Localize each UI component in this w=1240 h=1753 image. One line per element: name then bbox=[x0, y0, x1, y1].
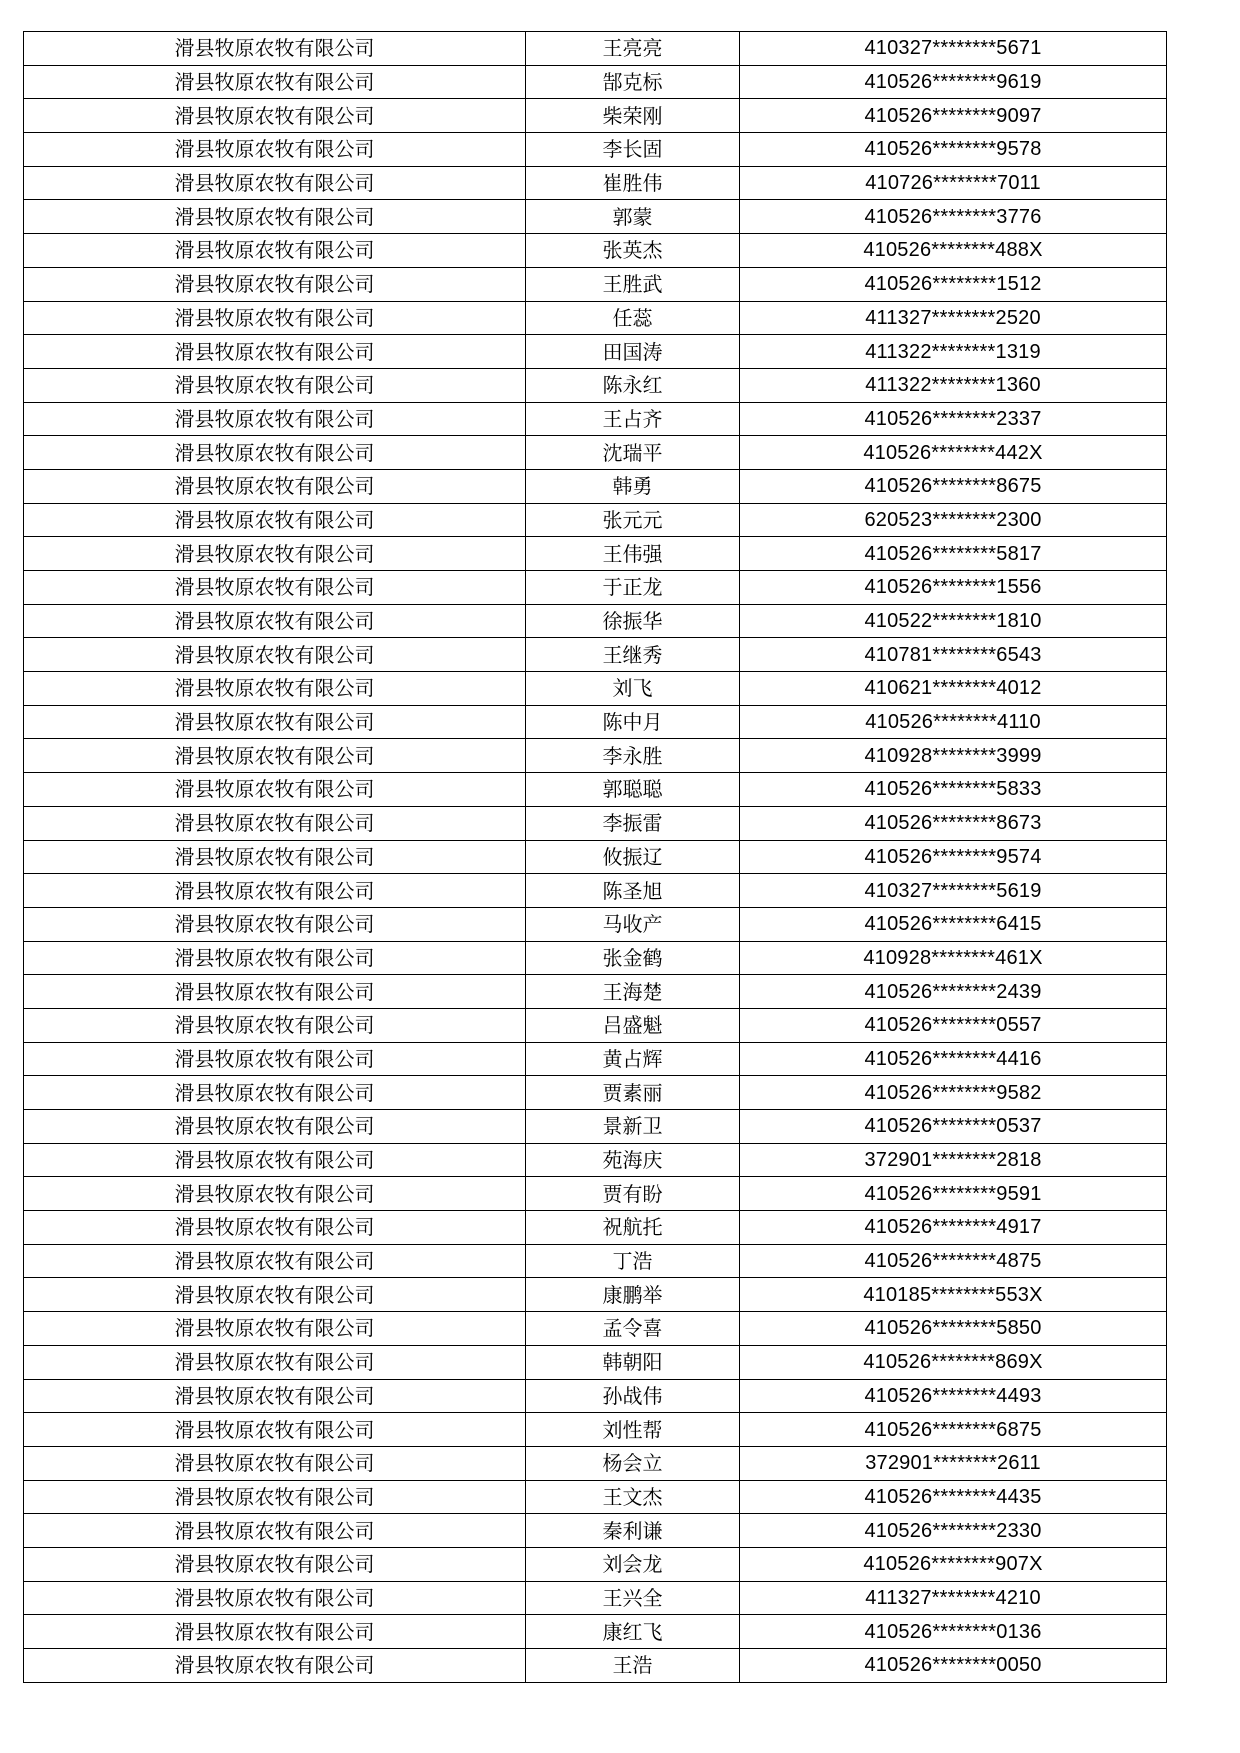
company-cell: 滑县牧原农牧有限公司 bbox=[24, 99, 526, 133]
name-cell: 刘性帮 bbox=[526, 1413, 740, 1447]
company-cell: 滑县牧原农牧有限公司 bbox=[24, 1615, 526, 1649]
name-cell: 景新卫 bbox=[526, 1110, 740, 1144]
company-cell: 滑县牧原农牧有限公司 bbox=[24, 32, 526, 66]
id-number-cell: 410526********9582 bbox=[740, 1076, 1167, 1110]
roster-table-body bbox=[24, 32, 1167, 1683]
company-cell: 滑县牧原农牧有限公司 bbox=[24, 672, 526, 706]
table-row bbox=[24, 503, 1167, 537]
name-cell: 马收产 bbox=[526, 907, 740, 941]
company-cell: 滑县牧原农牧有限公司 bbox=[24, 1143, 526, 1177]
id-number-cell: 410327********5619 bbox=[740, 874, 1167, 908]
company-cell: 滑县牧原农牧有限公司 bbox=[24, 1345, 526, 1379]
id-number-cell: 410526********5850 bbox=[740, 1312, 1167, 1346]
table-row bbox=[24, 1514, 1167, 1548]
table-row bbox=[24, 99, 1167, 133]
id-number-cell: 410327********5671 bbox=[740, 32, 1167, 66]
table-row bbox=[24, 941, 1167, 975]
company-cell: 滑县牧原农牧有限公司 bbox=[24, 335, 526, 369]
company-cell: 滑县牧原农牧有限公司 bbox=[24, 1211, 526, 1245]
company-cell: 滑县牧原农牧有限公司 bbox=[24, 234, 526, 268]
company-cell: 滑县牧原农牧有限公司 bbox=[24, 604, 526, 638]
company-cell: 滑县牧原农牧有限公司 bbox=[24, 1278, 526, 1312]
table-row bbox=[24, 571, 1167, 605]
name-cell: 沈瑞平 bbox=[526, 436, 740, 470]
table-row bbox=[24, 1278, 1167, 1312]
id-number-cell: 410526********4875 bbox=[740, 1244, 1167, 1278]
name-cell: 韩朝阳 bbox=[526, 1345, 740, 1379]
company-cell: 滑县牧原农牧有限公司 bbox=[24, 1042, 526, 1076]
name-cell: 王继秀 bbox=[526, 638, 740, 672]
company-cell: 滑县牧原农牧有限公司 bbox=[24, 1649, 526, 1683]
company-cell: 滑县牧原农牧有限公司 bbox=[24, 1312, 526, 1346]
id-number-cell: 410526********3776 bbox=[740, 200, 1167, 234]
name-cell: 陈永红 bbox=[526, 368, 740, 402]
id-number-cell: 410526********4493 bbox=[740, 1379, 1167, 1413]
company-cell: 滑县牧原农牧有限公司 bbox=[24, 1413, 526, 1447]
name-cell: 田国涛 bbox=[526, 335, 740, 369]
id-number-cell: 410526********1556 bbox=[740, 571, 1167, 605]
company-cell: 滑县牧原农牧有限公司 bbox=[24, 503, 526, 537]
name-cell: 陈中月 bbox=[526, 705, 740, 739]
id-number-cell: 410526********442X bbox=[740, 436, 1167, 470]
name-cell: 王文杰 bbox=[526, 1480, 740, 1514]
company-cell: 滑县牧原农牧有限公司 bbox=[24, 874, 526, 908]
company-cell: 滑县牧原农牧有限公司 bbox=[24, 840, 526, 874]
company-cell: 滑县牧原农牧有限公司 bbox=[24, 469, 526, 503]
table-row bbox=[24, 133, 1167, 167]
company-cell: 滑县牧原农牧有限公司 bbox=[24, 65, 526, 99]
table-row bbox=[24, 806, 1167, 840]
name-cell: 丁浩 bbox=[526, 1244, 740, 1278]
id-number-cell: 410726********7011 bbox=[740, 166, 1167, 200]
table-row bbox=[24, 1413, 1167, 1447]
company-cell: 滑县牧原农牧有限公司 bbox=[24, 200, 526, 234]
company-cell: 滑县牧原农牧有限公司 bbox=[24, 1581, 526, 1615]
table-row bbox=[24, 840, 1167, 874]
name-cell: 王亮亮 bbox=[526, 32, 740, 66]
name-cell: 康鹏举 bbox=[526, 1278, 740, 1312]
company-cell: 滑县牧原农牧有限公司 bbox=[24, 436, 526, 470]
id-number-cell: 410526********1512 bbox=[740, 267, 1167, 301]
name-cell: 张元元 bbox=[526, 503, 740, 537]
table-row bbox=[24, 1615, 1167, 1649]
company-cell: 滑县牧原农牧有限公司 bbox=[24, 402, 526, 436]
table-row bbox=[24, 1581, 1167, 1615]
id-number-cell: 410781********6543 bbox=[740, 638, 1167, 672]
id-number-cell: 410522********1810 bbox=[740, 604, 1167, 638]
company-cell: 滑县牧原农牧有限公司 bbox=[24, 1244, 526, 1278]
company-cell: 滑县牧原农牧有限公司 bbox=[24, 166, 526, 200]
id-number-cell: 411327********4210 bbox=[740, 1581, 1167, 1615]
id-number-cell: 410526********4416 bbox=[740, 1042, 1167, 1076]
table-row bbox=[24, 975, 1167, 1009]
company-cell: 滑县牧原农牧有限公司 bbox=[24, 1076, 526, 1110]
id-number-cell: 410526********0557 bbox=[740, 1008, 1167, 1042]
name-cell: 贾素丽 bbox=[526, 1076, 740, 1110]
table-row bbox=[24, 469, 1167, 503]
id-number-cell: 410526********9619 bbox=[740, 65, 1167, 99]
table-row bbox=[24, 907, 1167, 941]
name-cell: 柴荣刚 bbox=[526, 99, 740, 133]
name-cell: 黄占辉 bbox=[526, 1042, 740, 1076]
id-number-cell: 410526********4435 bbox=[740, 1480, 1167, 1514]
table-row bbox=[24, 1110, 1167, 1144]
name-cell: 崔胜伟 bbox=[526, 166, 740, 200]
table-row bbox=[24, 267, 1167, 301]
id-number-cell: 410526********9578 bbox=[740, 133, 1167, 167]
name-cell: 张金鹤 bbox=[526, 941, 740, 975]
table-row bbox=[24, 65, 1167, 99]
roster-table bbox=[23, 31, 1167, 1683]
name-cell: 王胜武 bbox=[526, 267, 740, 301]
id-number-cell: 410526********0050 bbox=[740, 1649, 1167, 1683]
company-cell: 滑县牧原农牧有限公司 bbox=[24, 571, 526, 605]
company-cell: 滑县牧原农牧有限公司 bbox=[24, 1480, 526, 1514]
id-number-cell: 411327********2520 bbox=[740, 301, 1167, 335]
id-number-cell: 410928********461X bbox=[740, 941, 1167, 975]
id-number-cell: 410526********488X bbox=[740, 234, 1167, 268]
company-cell: 滑县牧原农牧有限公司 bbox=[24, 133, 526, 167]
name-cell: 李振雷 bbox=[526, 806, 740, 840]
table-row bbox=[24, 1379, 1167, 1413]
id-number-cell: 410621********4012 bbox=[740, 672, 1167, 706]
id-number-cell: 410526********9097 bbox=[740, 99, 1167, 133]
id-number-cell: 410526********4917 bbox=[740, 1211, 1167, 1245]
company-cell: 滑县牧原农牧有限公司 bbox=[24, 267, 526, 301]
id-number-cell: 411322********1360 bbox=[740, 368, 1167, 402]
company-cell: 滑县牧原农牧有限公司 bbox=[24, 638, 526, 672]
company-cell: 滑县牧原农牧有限公司 bbox=[24, 1547, 526, 1581]
name-cell: 攸振辽 bbox=[526, 840, 740, 874]
name-cell: 韩勇 bbox=[526, 469, 740, 503]
name-cell: 孟令喜 bbox=[526, 1312, 740, 1346]
name-cell: 李长固 bbox=[526, 133, 740, 167]
table-row bbox=[24, 200, 1167, 234]
id-number-cell: 410526********2330 bbox=[740, 1514, 1167, 1548]
company-cell: 滑县牧原农牧有限公司 bbox=[24, 537, 526, 571]
table-row bbox=[24, 1345, 1167, 1379]
name-cell: 李永胜 bbox=[526, 739, 740, 773]
table-row bbox=[24, 638, 1167, 672]
table-row bbox=[24, 368, 1167, 402]
company-cell: 滑县牧原农牧有限公司 bbox=[24, 941, 526, 975]
table-row bbox=[24, 705, 1167, 739]
id-number-cell: 410526********6875 bbox=[740, 1413, 1167, 1447]
name-cell: 孙战伟 bbox=[526, 1379, 740, 1413]
company-cell: 滑县牧原农牧有限公司 bbox=[24, 368, 526, 402]
company-cell: 滑县牧原农牧有限公司 bbox=[24, 975, 526, 1009]
company-cell: 滑县牧原农牧有限公司 bbox=[24, 773, 526, 807]
company-cell: 滑县牧原农牧有限公司 bbox=[24, 1110, 526, 1144]
table-row bbox=[24, 1480, 1167, 1514]
table-row bbox=[24, 1547, 1167, 1581]
table-row bbox=[24, 32, 1167, 66]
name-cell: 王浩 bbox=[526, 1649, 740, 1683]
table-row bbox=[24, 1143, 1167, 1177]
table-row bbox=[24, 1244, 1167, 1278]
table-row bbox=[24, 1649, 1167, 1683]
table-row bbox=[24, 335, 1167, 369]
table-row bbox=[24, 436, 1167, 470]
name-cell: 刘会龙 bbox=[526, 1547, 740, 1581]
table-row bbox=[24, 739, 1167, 773]
company-cell: 滑县牧原农牧有限公司 bbox=[24, 1177, 526, 1211]
id-number-cell: 410526********5817 bbox=[740, 537, 1167, 571]
table-row bbox=[24, 874, 1167, 908]
name-cell: 王海楚 bbox=[526, 975, 740, 1009]
company-cell: 滑县牧原农牧有限公司 bbox=[24, 806, 526, 840]
name-cell: 刘飞 bbox=[526, 672, 740, 706]
company-cell: 滑县牧原农牧有限公司 bbox=[24, 907, 526, 941]
company-cell: 滑县牧原农牧有限公司 bbox=[24, 301, 526, 335]
id-number-cell: 410526********6415 bbox=[740, 907, 1167, 941]
id-number-cell: 372901********2611 bbox=[740, 1446, 1167, 1480]
name-cell: 苑海庆 bbox=[526, 1143, 740, 1177]
id-number-cell: 410928********3999 bbox=[740, 739, 1167, 773]
id-number-cell: 410526********0537 bbox=[740, 1110, 1167, 1144]
company-cell: 滑县牧原农牧有限公司 bbox=[24, 1379, 526, 1413]
id-number-cell: 410526********907X bbox=[740, 1547, 1167, 1581]
table-row bbox=[24, 301, 1167, 335]
table-row bbox=[24, 1008, 1167, 1042]
company-cell: 滑县牧原农牧有限公司 bbox=[24, 1446, 526, 1480]
company-cell: 滑县牧原农牧有限公司 bbox=[24, 705, 526, 739]
table-row bbox=[24, 1312, 1167, 1346]
name-cell: 徐振华 bbox=[526, 604, 740, 638]
id-number-cell: 410526********0136 bbox=[740, 1615, 1167, 1649]
name-cell: 任蕊 bbox=[526, 301, 740, 335]
name-cell: 康红飞 bbox=[526, 1615, 740, 1649]
name-cell: 祝航托 bbox=[526, 1211, 740, 1245]
id-number-cell: 372901********2818 bbox=[740, 1143, 1167, 1177]
id-number-cell: 410526********9591 bbox=[740, 1177, 1167, 1211]
id-number-cell: 410526********2439 bbox=[740, 975, 1167, 1009]
table-row bbox=[24, 166, 1167, 200]
id-number-cell: 410526********9574 bbox=[740, 840, 1167, 874]
name-cell: 王伟强 bbox=[526, 537, 740, 571]
table-row bbox=[24, 537, 1167, 571]
company-cell: 滑县牧原农牧有限公司 bbox=[24, 1008, 526, 1042]
table-row bbox=[24, 1042, 1167, 1076]
table-row bbox=[24, 672, 1167, 706]
name-cell: 郭聪聪 bbox=[526, 773, 740, 807]
table-row bbox=[24, 773, 1167, 807]
name-cell: 吕盛魁 bbox=[526, 1008, 740, 1042]
name-cell: 秦利谦 bbox=[526, 1514, 740, 1548]
id-number-cell: 410526********8675 bbox=[740, 469, 1167, 503]
company-cell: 滑县牧原农牧有限公司 bbox=[24, 739, 526, 773]
id-number-cell: 410526********2337 bbox=[740, 402, 1167, 436]
id-number-cell: 410526********5833 bbox=[740, 773, 1167, 807]
table-row bbox=[24, 1211, 1167, 1245]
name-cell: 于正龙 bbox=[526, 571, 740, 605]
id-number-cell: 410185********553X bbox=[740, 1278, 1167, 1312]
name-cell: 王兴全 bbox=[526, 1581, 740, 1615]
name-cell: 郜克标 bbox=[526, 65, 740, 99]
name-cell: 杨会立 bbox=[526, 1446, 740, 1480]
table-row bbox=[24, 604, 1167, 638]
id-number-cell: 410526********869X bbox=[740, 1345, 1167, 1379]
name-cell: 王占齐 bbox=[526, 402, 740, 436]
id-number-cell: 410526********8673 bbox=[740, 806, 1167, 840]
id-number-cell: 410526********4110 bbox=[740, 705, 1167, 739]
id-number-cell: 411322********1319 bbox=[740, 335, 1167, 369]
table-row bbox=[24, 1446, 1167, 1480]
name-cell: 郭蒙 bbox=[526, 200, 740, 234]
table-row bbox=[24, 1076, 1167, 1110]
table-row bbox=[24, 1177, 1167, 1211]
name-cell: 张英杰 bbox=[526, 234, 740, 268]
table-row bbox=[24, 234, 1167, 268]
id-number-cell: 620523********2300 bbox=[740, 503, 1167, 537]
name-cell: 陈圣旭 bbox=[526, 874, 740, 908]
name-cell: 贾有盼 bbox=[526, 1177, 740, 1211]
table-row bbox=[24, 402, 1167, 436]
company-cell: 滑县牧原农牧有限公司 bbox=[24, 1514, 526, 1548]
